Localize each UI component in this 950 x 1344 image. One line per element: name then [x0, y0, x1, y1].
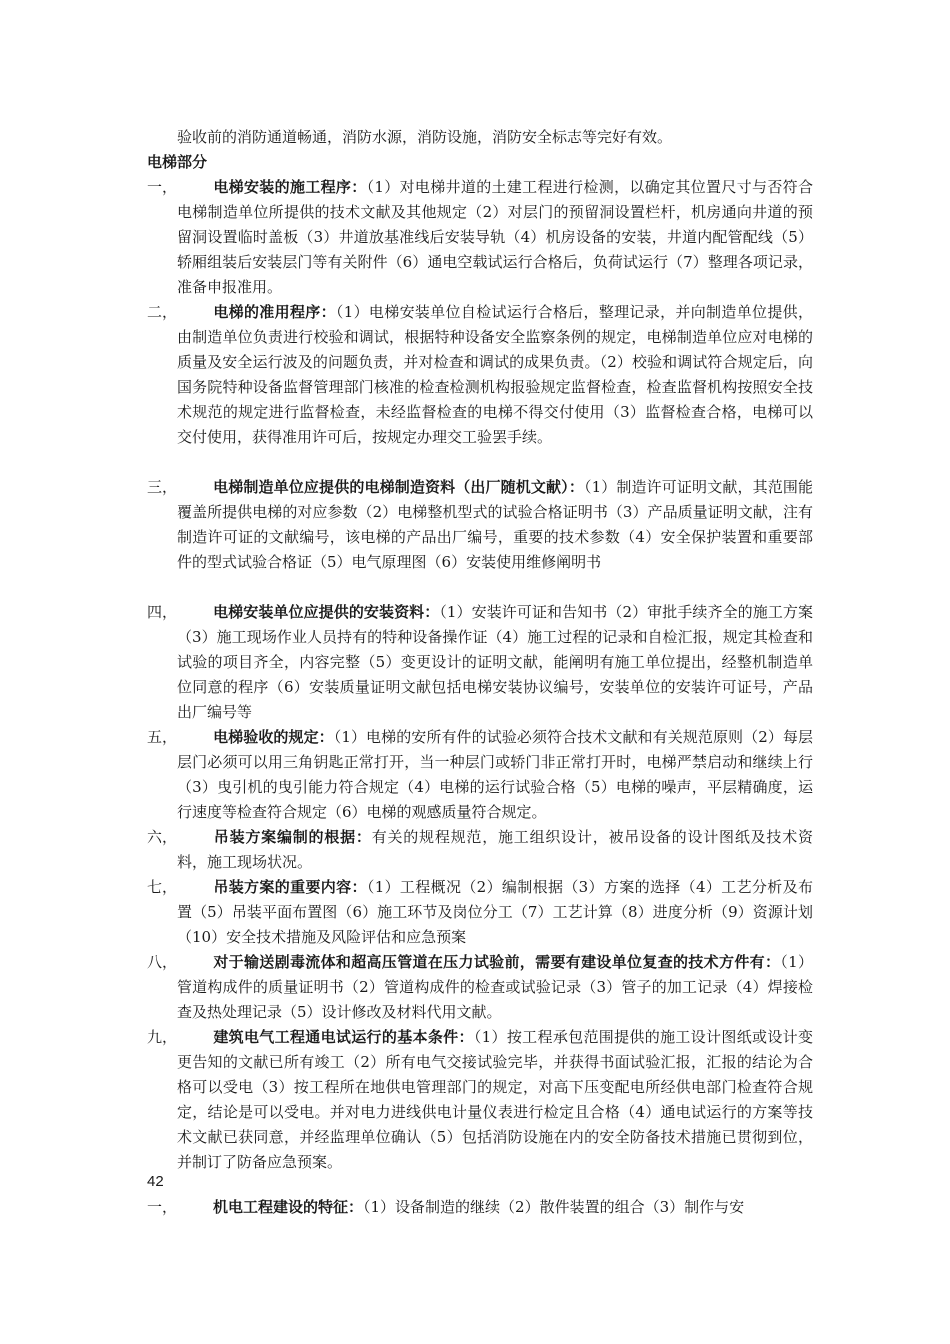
item-text: （1）制造许可证明文献，其范围能覆盖所提供电梯的对应参数（2）电梯整机型式的试验合格证明书（3）产品质量证明文献，注有制造许可证的文献编号，该电梯的产品出厂编号，重要的技术参数（4）安全保护装置和重要部件的型式试验合格证（5）电气原理图（6）安装使用维修阐明书 [177, 478, 813, 571]
item-text: （1）对电梯井道的土建工程进行检测，以确定其位置尺寸与否符合电梯制造单位所提供的技术文献及其他规定（2）对层门的预留洞设置栏杆，机房通向井道的预留洞设置临时盖板（3）井道放基准线后安装导轨（4）机房设备的安装，井道内配管配线（5）轿厢组装后安装层门等有关附件（6）通电空载试运行合格后，负荷试运行（7）整理各项记录，准备申报准用。 [177, 178, 813, 296]
item-text: （1）电梯安装单位自检试运行合格后，整理记录，并向制造单位提供，由制造单位负责进行校验和调试，根据特种设备安全监察条例的规定，电梯制造单位应对电梯的质量及安全运行波及的问题负责，并对检查和调试的成果负责。（2）校验和调试符合规定后，向国务院特种设备监督管理部门核准的检查检测机构报验规定监督检查，检查监督机构按照安全技术规范的规定进行监督检查，未经监督检查的电梯不得交付使用（3）监督检查合格，电梯可以交付使用，获得准用许可后，按规定办理交工验罢手续。 [177, 303, 813, 446]
item-text: （1）管道构成件的质量证明书（2）管道构成件的检查或试验记录（3）管子的加工记录（4）焊接检查及热处理记录（5）设计修改及材料代用文献。 [177, 953, 813, 1021]
item-title: 建筑电气工程通电试运行的基本条件： [213, 1028, 474, 1046]
item-title: 电梯安装单位应提供的安装资料： [213, 603, 440, 621]
item-title: 机电工程建设的特征： [213, 1198, 364, 1216]
item-text: （1）电梯的安所有件的试验必须符合技术文献和有关规范原则（2）每层层门必须可以用三角钥匙正常打开，当一种层门或轿门非正常打开时，电梯严禁启动和继续上行（3）曳引机的曳引能力符合规定（4）电梯的运行试验合格（5）电梯的噪声，平层精确度，运行速度等检查符合规定（6）电梯的观感质量符合规定。 [177, 728, 813, 821]
item-title: 对于输送剧毒流体和超高压管道在压力试验前，需要有建设单位复查的技术方件有： [213, 953, 781, 971]
item-text: （1）工程概况（2）编制根据（3）方案的选择（4）工艺分析及布置（5）吊装平面布置图（6）施工环节及岗位分工（7）工艺计算（8）进度分析（9）资源计划（10）安全技术措施及风险评估和应急预案 [177, 878, 813, 946]
item-number: 二， [147, 303, 178, 321]
page-number: 42 [147, 1173, 164, 1190]
item-title: 电梯安装的施工程序： [213, 178, 367, 196]
item-text: （1）按工程承包范围提供的施工设计图纸或设计变更告知的文献已所有竣工（2）所有电气交接试验完毕，并获得书面试验汇报，汇报的结论为合格可以受电（3）按工程所在地供电管理部门的规定，对高下压变配电所经供电部门检查符合规定，结论是可以受电。并对电力进线供电计量仪表进行检定且合格（4）通电试运行的方案等技术文献已获同意，并经监理单位确认（5）包括消防设施在内的安全防备技术措施已贯彻到位，并制订了防备应急预案。 [177, 1028, 813, 1171]
item-title: 电梯验收的规定： [213, 728, 334, 746]
item-number: 三， [147, 478, 178, 496]
item-text: （1）设备制造的继续（2）散件装置的组合（3）制作与安 [363, 1198, 745, 1216]
item-number: 一， [147, 178, 178, 196]
item-title: 吊装方案编制的根据： [213, 828, 372, 846]
item-title: 电梯制造单位应提供的电梯制造资料（出厂随机文献）： [213, 478, 584, 496]
item-title: 电梯的准用程序： [213, 303, 336, 321]
item-text: （1）安装许可证和告知书（2）审批手续齐全的施工方案（3）施工现场作业人员持有的特种设备操作证（4）施工过程的记录和自检汇报，规定其检查和试验的项目齐全，内容完整（5）变更设计的证明文献，能阐明有施工单位提出，经整机制造单位同意的程序（6）安装质量证明文献包括电梯安装协议编号，安装单位的安装许可证号，产品出厂编号等 [177, 603, 813, 721]
item-title: 吊装方案的重要内容： [213, 878, 367, 896]
intro-paragraph: 验收前的消防通道畅通，消防水源，消防设施，消防安全标志等完好有效。 [177, 128, 673, 146]
item-number: 九， [147, 1028, 178, 1046]
item-number: 六， [147, 828, 178, 846]
item-number: 七， [147, 878, 178, 896]
item-number: 五， [147, 728, 178, 746]
item-number: 八， [147, 953, 178, 971]
item-number: 一， [147, 1198, 178, 1216]
item-text: 有关的规程规范，施工组织设计，被吊设备的设计图纸及技术资料，施工现场状况。 [177, 828, 813, 871]
item-number: 四， [147, 603, 178, 621]
section-title: 电梯部分 [147, 153, 208, 171]
